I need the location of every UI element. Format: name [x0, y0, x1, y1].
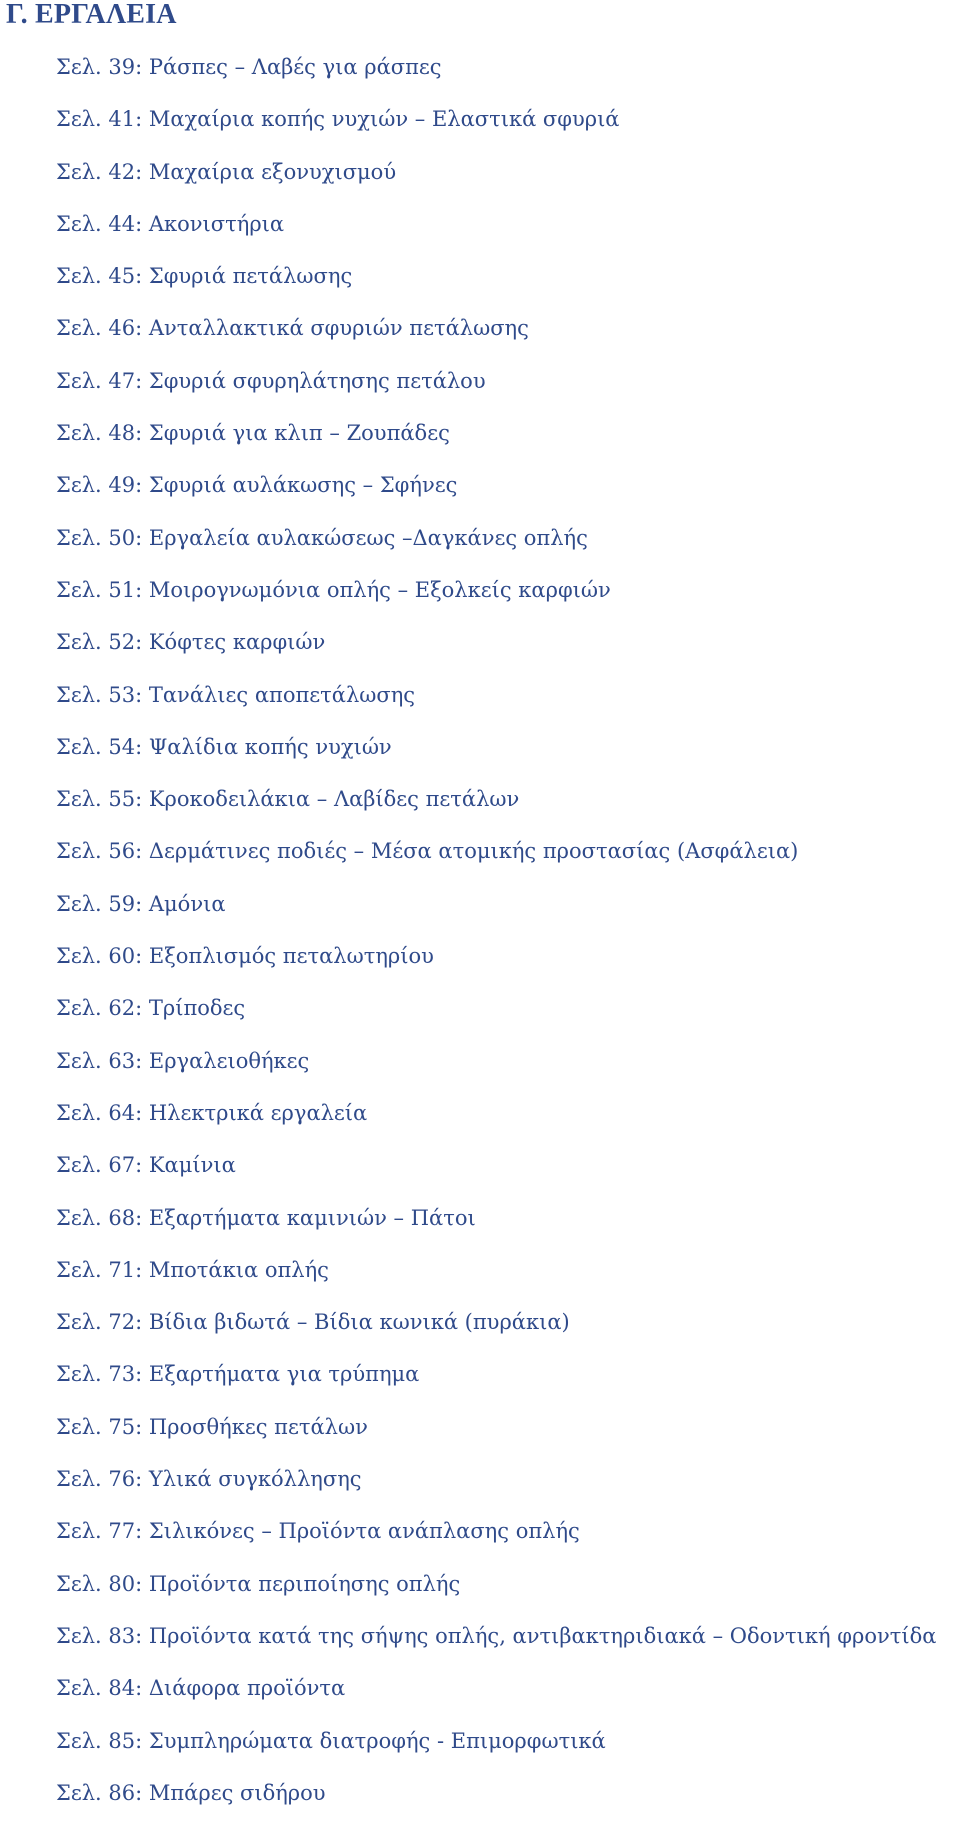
toc-entry: Σελ. 60: Εξοπλισμός πεταλωτηρίου — [56, 944, 434, 969]
toc-entry: Σελ. 42: Μαχαίρια εξονυχισμού — [56, 159, 397, 184]
toc-entry: Σελ. 56: Δερμάτινες ποδιές – Μέσα ατομικής προστασίας (Ασφάλεια) — [56, 839, 799, 864]
toc-entry: Σελ. 67: Καμίνια — [56, 1153, 236, 1178]
toc-entry: Σελ. 80: Προϊόντα περιποίησης οπλής — [56, 1571, 461, 1596]
toc-entry: Σελ. 62: Τρίποδες — [56, 996, 246, 1021]
toc-entry: Σελ. 71: Μποτάκια οπλής — [56, 1257, 329, 1282]
section-title: Γ. ΕΡΓΑΛΕΙΑ — [6, 0, 177, 30]
toc-entry: Σελ. 72: Βίδια βιδωτά – Βίδια κωνικά (πυράκια) — [56, 1310, 570, 1335]
toc-entry: Σελ. 44: Ακονιστήρια — [56, 211, 285, 236]
toc-entry: Σελ. 73: Εξαρτήματα για τρύπημα — [56, 1362, 420, 1387]
toc-entry: Σελ. 63: Εργαλειοθήκες — [56, 1048, 310, 1073]
toc-entry: Σελ. 39: Ράσπες – Λαβές για ράσπες — [56, 55, 442, 79]
toc-entry: Σελ. 52: Κόφτες καρφιών — [56, 630, 326, 655]
toc-entry: Σελ. 84: Διάφορα προϊόντα — [56, 1676, 346, 1701]
toc-entry: Σελ. 85: Συμπληρώματα διατροφής - Επιμορφωτικά — [56, 1728, 606, 1753]
toc-entry: Σελ. 45: Σφυριά πετάλωσης — [56, 264, 353, 289]
toc-entry: Σελ. 68: Εξαρτήματα καμινιών – Πάτοι — [56, 1205, 476, 1230]
toc-entry: Σελ. 54: Ψαλίδια κοπής νυχιών — [56, 734, 392, 759]
table-of-contents — [56, 51, 956, 1829]
toc-entry: Σελ. 75: Προσθήκες πετάλων — [56, 1414, 368, 1439]
toc-entry: Σελ. 77: Σιλικόνες – Προϊόντα ανάπλασης οπλής — [56, 1519, 580, 1544]
toc-entry: Σελ. 55: Κροκοδειλάκια – Λαβίδες πετάλων — [56, 787, 520, 812]
toc-entry: Σελ. 86: Μπάρες σιδήρου — [56, 1780, 326, 1805]
toc-entry: Σελ. 64: Ηλεκτρικά εργαλεία — [56, 1100, 368, 1125]
toc-entry: Σελ. 76: Υλικά συγκόλλησης — [56, 1467, 362, 1492]
toc-entry: Σελ. 83: Προϊόντα κατά της σήψης οπλής, αντιβακτηριδιακά – Οδοντική φροντίδα — [56, 1623, 937, 1648]
toc-entry: Σελ. 48: Σφυριά για κλιπ – Ζουπάδες — [56, 421, 450, 446]
toc-entry: Σελ. 46: Ανταλλακτικά σφυριών πετάλωσης — [56, 316, 529, 341]
toc-entry: Σελ. 53: Τανάλιες αποπετάλωσης — [56, 682, 416, 707]
toc-entry: Σελ. 49: Σφυριά αυλάκωσης – Σφήνες — [56, 473, 458, 498]
toc-entry: Σελ. 51: Μοιρογνωμόνια οπλής – Εξολκείς καρφιών — [56, 577, 611, 602]
toc-entry: Σελ. 47: Σφυριά σφυρηλάτησης πετάλου — [56, 368, 486, 393]
toc-entry: Σελ. 50: Εργαλεία αυλακώσεως –Δαγκάνες οπλής — [56, 525, 588, 550]
toc-entry: Σελ. 41: Μαχαίρια κοπής νυχιών – Ελαστικά σφυριά — [56, 107, 620, 132]
toc-entry: Σελ. 59: Αμόνια — [56, 891, 226, 916]
